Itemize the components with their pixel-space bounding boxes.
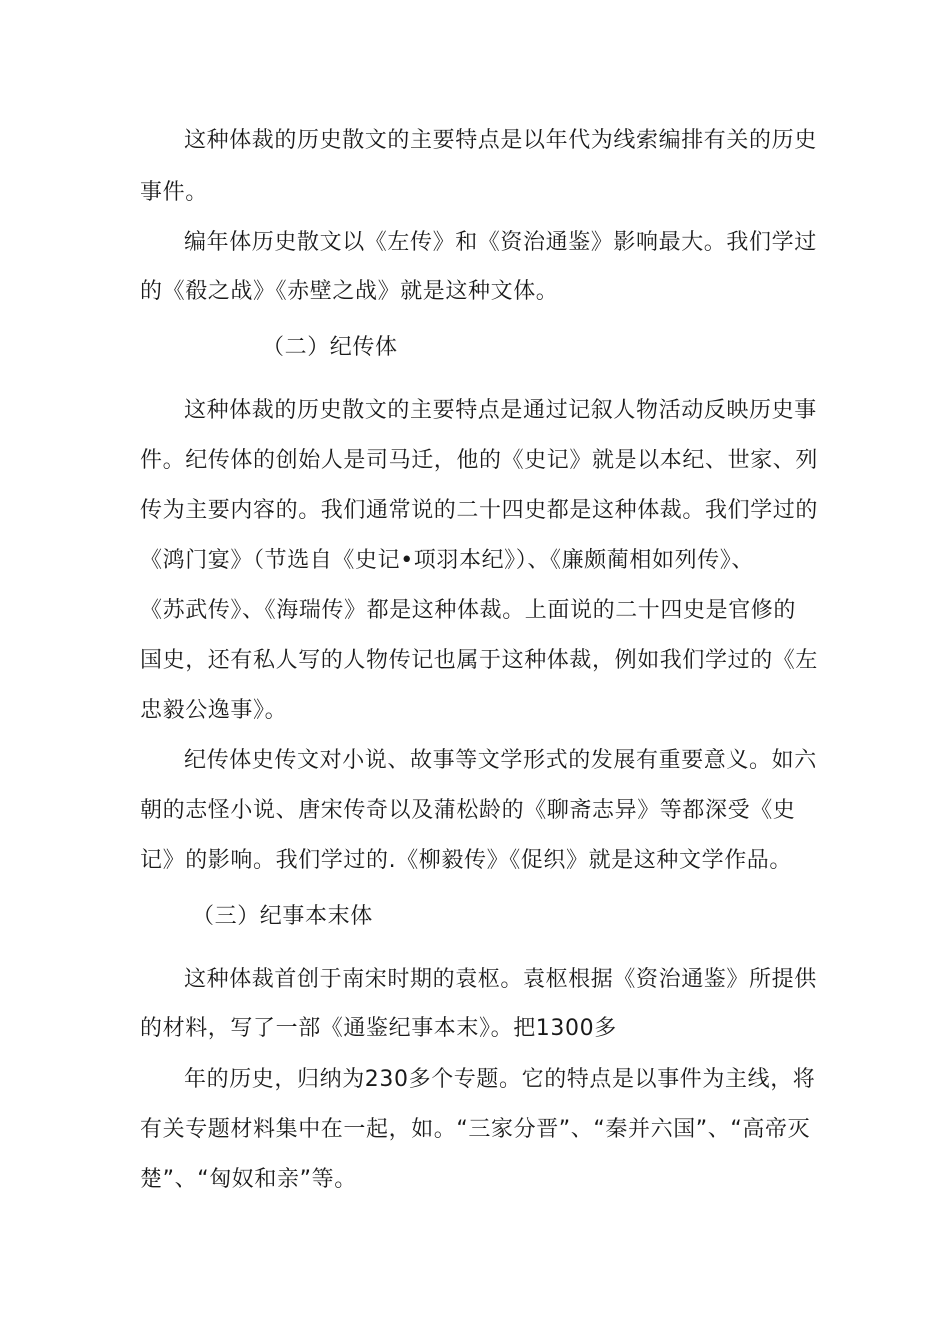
text-line: 楚”、“匈奴和亲”等。 (140, 1167, 357, 1192)
text-line: 的《殽之战》《赤壁之战》就是这种文体。 (140, 279, 559, 304)
text-line: 这种体裁的历史散文的主要特点是通过记叙人物活动反映历史事 (184, 398, 817, 423)
text-line: 有关专题材料集中在一起，如。“三家分晋”、“秦并六国”、“高帝灭 (140, 1117, 811, 1142)
text-line: 纪传体史传文对小说、故事等文学形式的发展有重要意义。如六 (184, 748, 817, 773)
text-line: 忠毅公逸事》。 (140, 698, 288, 723)
text-line: 编年体历史散文以《左传》和《资治通鉴》影响最大。我们学过 (184, 230, 817, 255)
text-line: 《苏武传》、《海瑞传》都是这种体裁。上面说的二十四史是官修的 (140, 598, 797, 623)
text-line: 国史，还有私人写的人物传记也属于这种体裁，例如我们学过的《左 (140, 648, 819, 673)
section-heading: （二）纪传体 (262, 335, 398, 360)
text-line: 年的历史，归纳为230多个专题。它的特点是以事件为主线，将 (184, 1067, 816, 1092)
text-line: 件。纪传体的创始人是司马迁，他的《史记》就是以本纪、世家、列 (140, 448, 819, 473)
text-line: 传为主要内容的。我们通常说的二十四史都是这种体裁。我们学过的 (140, 498, 819, 523)
text-line: 朝的志怪小说、唐宋传奇以及蒲松龄的《聊斋志异》等都深受《史 (140, 798, 796, 823)
text-line: 记》的影响。我们学过的.《柳毅传》《促织》就是这种文学作品。 (140, 848, 792, 873)
text-line: 事件。 (140, 180, 208, 205)
text-line: 这种体裁的历史散文的主要特点是以年代为线索编排有关的历史 (184, 128, 817, 153)
text-line: 《鸿门宴》（节选自《史记•项羽本纪》）、《廉颇蔺相如列传》、 (140, 548, 754, 573)
text-line: 的材料，写了一部《通鉴纪事本末》。把1300多 (140, 1016, 617, 1041)
text-line: 这种体裁首创于南宋时期的袁枢。袁枢根据《资治通鉴》所提供 (184, 967, 817, 992)
section-heading: （三）纪事本末体 (192, 904, 373, 929)
